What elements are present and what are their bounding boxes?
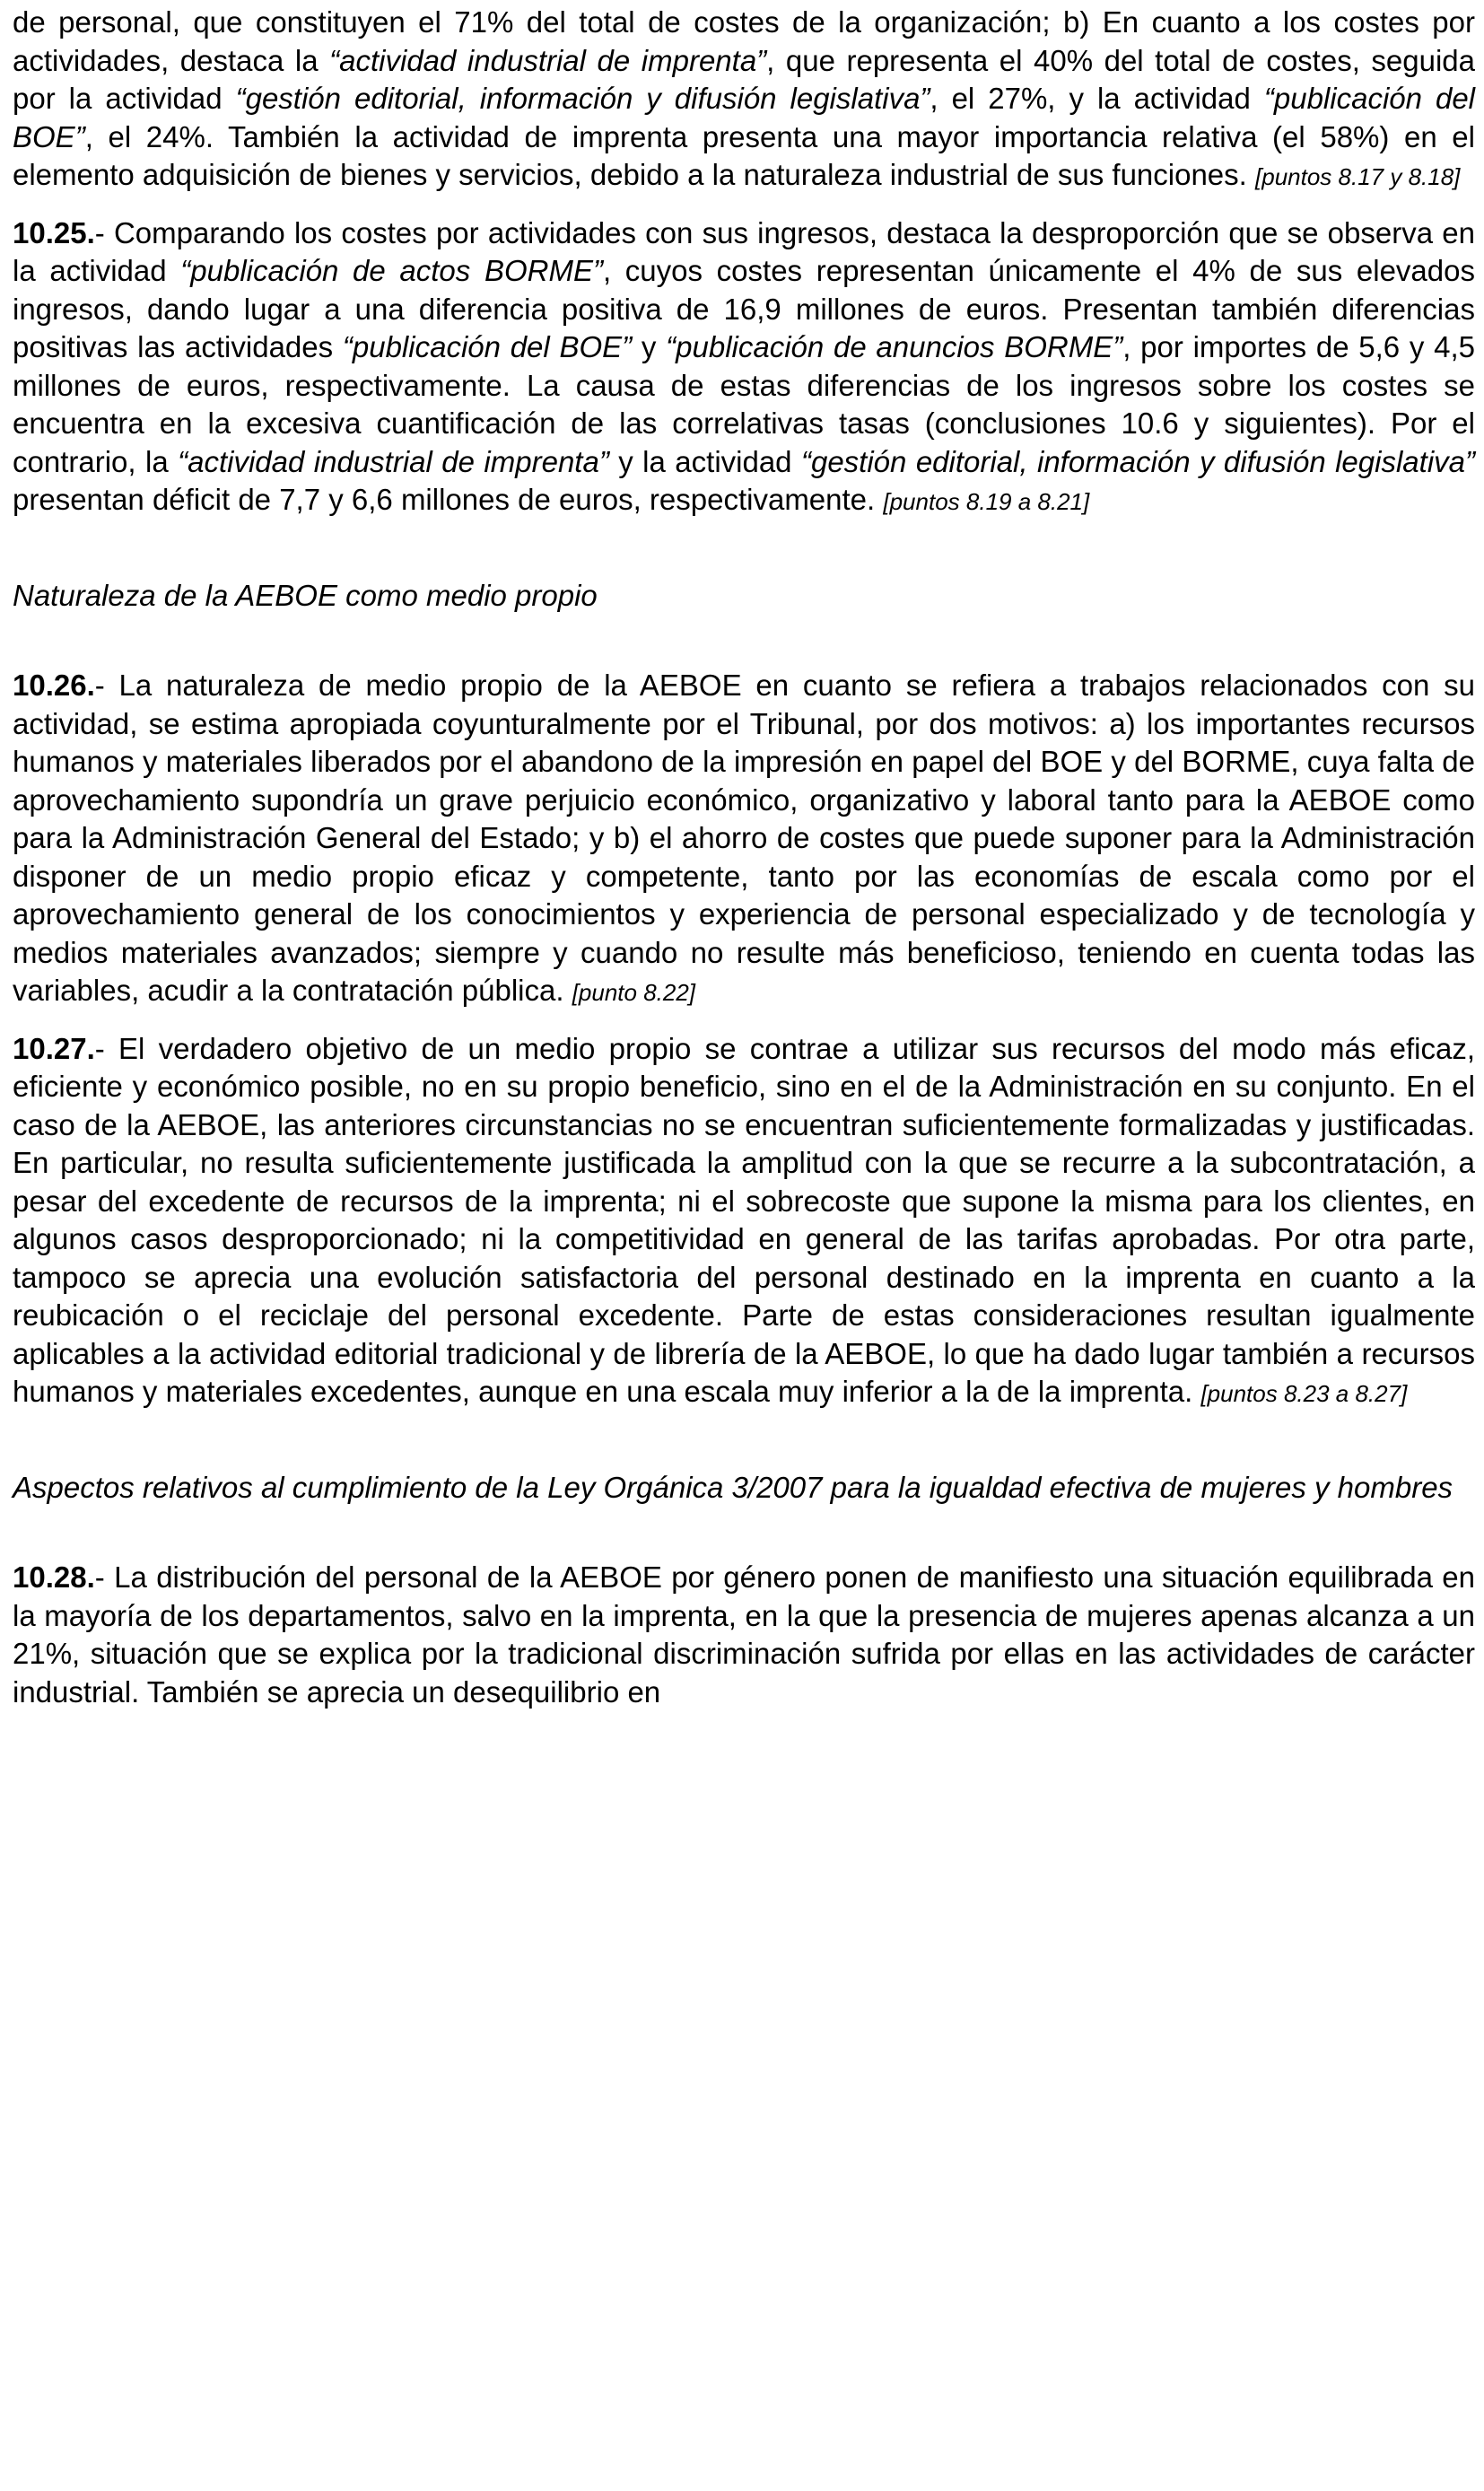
paragraph-10-26: 10.26.- La naturaleza de medio propio de la AEBOE en cuanto se refiera a trabajos relacionados con su actividad, se estima apropiada coyunturalmente por el Tribunal, por dos motivos: a) los importantes recursos humanos y materiales liberados por el abandono de la impresión en papel del BOE y del BORME, cuya falta de aprovechamiento supondría un grave perjuicio económico, organizativo y laboral tanto para la AEBOE como para la Administración General del Estado; y b) el ahorro de costes que puede suponer para la Administración disponer de un medio propio eficaz y competente, tanto por las economías de escala como por el aprovechamiento general de los conocimientos y experiencia de personal especializado y de tecnología y medios materiales avanzados; siempre y cuando no resulte más beneficioso, teniendo en cuenta todas las variables, acudir a la contratación pública. [punto 8.22] (13, 669, 1475, 1007)
paragraph-10-27: 10.27.- El verdadero objetivo de un medio propio se contrae a utilizar sus recursos del modo más eficaz, eficiente y económico posible, no en su propio beneficio, sino en el de la Administración en su conjunto. En el caso de la AEBOE, las anteriores circunstancias no se encuentran suficientemente formalizadas y justificadas. En particular, no resulta suficientemente justificada la amplitud con la que se recurre a la subcontratación, a pesar del excedente de recursos de la imprenta; ni el sobrecoste que supone la misma para los clientes, en algunos casos desproporcionado; ni la competitividad en general de las tarifas aprobadas. Por otra parte, tampoco se aprecia una evolución satisfactoria del personal destinado en la imprenta en cuanto a la reubicación o el reciclaje del personal excedente. Parte de estas consideraciones resultan igualmente aplicables a la actividad editorial tradicional y de librería de la AEBOE, lo que ha dado lugar también a recursos humanos y materiales excedentes, aunque en una escala muy inferior a la de la imprenta. [puntos 8.23 a 8.27] (13, 1031, 1475, 1408)
reference-note: [puntos 8.23 a 8.27] (1200, 1380, 1408, 1407)
section-heading-medio-propio: Naturaleza de la AEBOE como medio propio (13, 578, 598, 612)
paragraph-number: 10.25. (13, 215, 95, 249)
reference-note: [puntos 8.17 y 8.18] (1255, 163, 1461, 190)
paragraph-number: 10.28. (13, 1560, 95, 1594)
paragraph-10-28: 10.28.- La distribución del personal de la AEBOE por género ponen de manifiesto una situación equilibrada en la mayoría de los departamentos, salvo en la imprenta, en la que la presencia de mujeres apenas alcanza a un 21%, situación que se explica por la tradicional discriminación sufrida por ellas en las actividades de carácter industrial. También se aprecia un desequilibrio en (13, 1560, 1475, 1709)
paragraph-number: 10.27. (13, 1031, 95, 1065)
reference-note: [punto 8.22] (572, 979, 696, 1006)
document-page (13, 0, 1475, 1711)
paragraph-number: 10.26. (13, 669, 95, 702)
reference-note: [puntos 8.19 a 8.21] (883, 488, 1090, 515)
section-heading-igualdad: Aspectos relativos al cumplimiento de la Ley Orgánica 3/2007 para la igualdad efectiva de mujeres y hombres (13, 1470, 1453, 1504)
paragraph-intro: de personal, que constituyen el 71% del total de costes de la organización; b) En cuanto a los costes por actividades, destaca la “actividad industrial de imprenta”, que representa el 40% del total de costes, seguida por la actividad “gestión editorial, información y difusión legislativa”, el 27%, y la actividad “publicación del BOE”, el 24%. También la actividad de imprenta presenta una mayor importancia relativa (el 58%) en el elemento adquisición de bienes y servicios, debido a la naturaleza industrial de sus funciones. [puntos 8.17 y 8.18] (13, 5, 1476, 191)
paragraph-10-25: 10.25.- Comparando los costes por actividades con sus ingresos, destaca la desproporción que se observa en la actividad “publicación de actos BORME”, cuyos costes representan únicamente el 4% de sus elevados ingresos, dando lugar a una diferencia positiva de 16,9 millones de euros. Presentan también diferencias positivas las actividades “publicación del BOE” y “publicación de anuncios BORME”, por importes de 5,6 y 4,5 millones de euros, respectivamente. La causa de estas diferencias de los ingresos sobre los costes se encuentra en la excesiva cuantificación de las correlativas tasas (conclusiones 10.6 y siguientes). Por el contrario, la “actividad industrial de imprenta” y la actividad “gestión editorial, información y difusión legislativa” presentan déficit de 7,7 y 6,6 millones de euros, respectivamente. [puntos 8.19 a 8.21] (13, 215, 1475, 516)
